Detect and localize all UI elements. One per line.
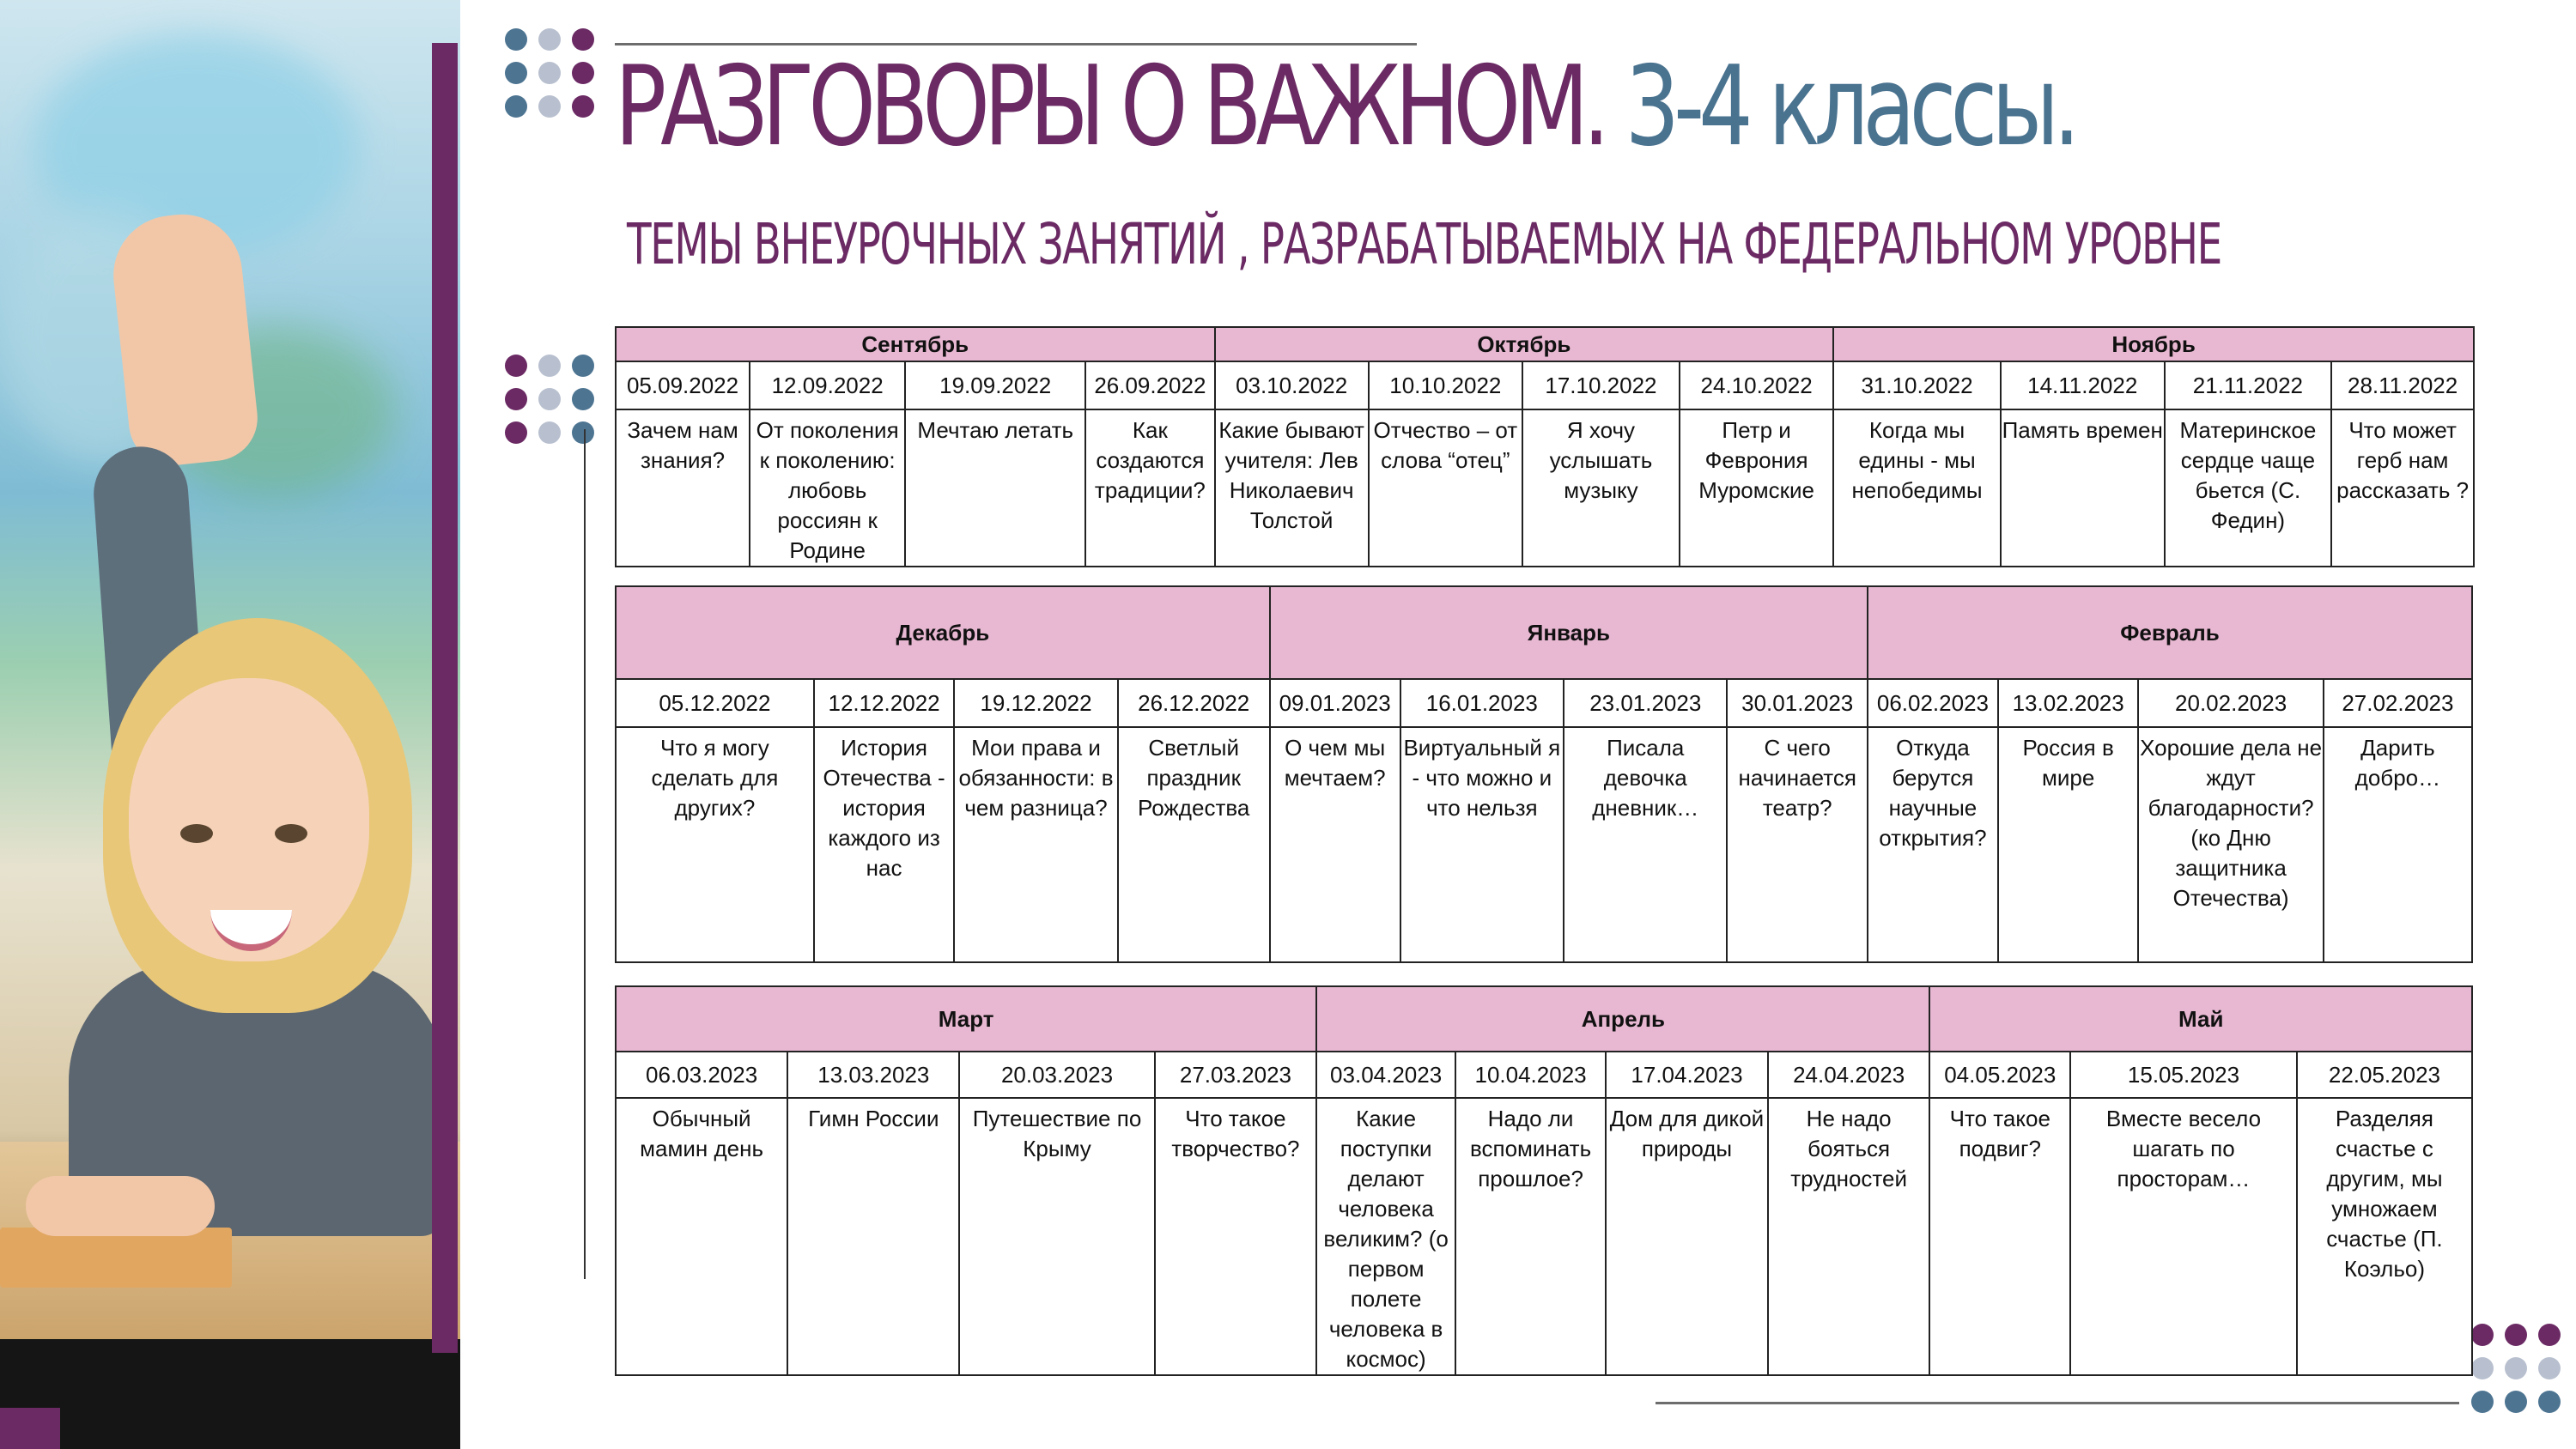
lesson-date: 19.09.2022 (905, 361, 1085, 409)
lesson-topic: Вместе весело шагать по просторам… (2070, 1098, 2297, 1375)
lesson-topic: Что может герб нам рассказать ? (2331, 409, 2474, 567)
page-title (615, 34, 2075, 180)
lesson-date: 14.11.2022 (2001, 361, 2165, 409)
lesson-date: 16.01.2023 (1400, 679, 1564, 727)
month-header-row (616, 986, 2472, 1052)
bottom-rule (1656, 1402, 2459, 1404)
lesson-topic: Гимн России (787, 1098, 959, 1375)
decorative-dots-middle (505, 355, 594, 444)
lesson-date: 05.09.2022 (616, 361, 750, 409)
lesson-topic: Россия в мире (1998, 727, 2138, 962)
lesson-topic: Мечтаю летать (905, 409, 1085, 567)
date-row (616, 679, 2472, 727)
lesson-topic: Какие поступки делают человека великим? (о первом полете человека в космос) (1316, 1098, 1455, 1375)
month-header: Март (616, 986, 1316, 1052)
month-header-row (616, 327, 2474, 361)
girl-raising-hand-photo (0, 0, 460, 1449)
decorative-purple-block (0, 1408, 60, 1449)
lesson-date: 06.03.2023 (616, 1052, 787, 1098)
lesson-topic: Не надо бояться трудностей (1768, 1098, 1930, 1375)
month-header: Сентябрь (616, 327, 1215, 361)
lesson-topic: Светлый праздник Рождества (1118, 727, 1270, 962)
lesson-topic: Надо ли вспоминать прошлое? (1455, 1098, 1606, 1375)
lesson-date: 28.11.2022 (2331, 361, 2474, 409)
lesson-date: 27.02.2023 (2324, 679, 2472, 727)
lesson-topic: Память времен (2001, 409, 2165, 567)
lesson-date: 12.09.2022 (750, 361, 905, 409)
lesson-date: 17.04.2023 (1606, 1052, 1768, 1098)
lesson-date: 26.12.2022 (1118, 679, 1270, 727)
lesson-topic: Какие бывают учителя: Лев Николаевич Толстой (1215, 409, 1369, 567)
month-header-row (616, 586, 2472, 679)
decorative-dots-top (505, 28, 594, 118)
lesson-topic: Путешествие по Крыму (959, 1098, 1154, 1375)
lesson-date: 19.12.2022 (954, 679, 1117, 727)
lesson-date: 15.05.2023 (2070, 1052, 2297, 1098)
lesson-date: 05.12.2022 (616, 679, 814, 727)
lesson-topic: С чего начинается театр? (1727, 727, 1867, 962)
lesson-date: 13.02.2023 (1998, 679, 2138, 727)
date-row (616, 361, 2474, 409)
lesson-date: 12.12.2022 (814, 679, 954, 727)
lesson-date: 26.09.2022 (1085, 361, 1214, 409)
lesson-topic: Я хочу услышать музыку (1522, 409, 1680, 567)
topic-row (616, 1098, 2472, 1375)
lesson-date: 23.01.2023 (1564, 679, 1727, 727)
month-header: Октябрь (1215, 327, 1834, 361)
lesson-topic: Что такое подвиг? (1929, 1098, 2070, 1375)
decorative-purple-stripe (432, 43, 458, 1353)
lesson-topic: Писала девочка дневник… (1564, 727, 1727, 962)
lesson-date: 21.11.2022 (2165, 361, 2332, 409)
lesson-date: 10.10.2022 (1369, 361, 1522, 409)
lesson-topic: Откуда берутся научные открытия? (1868, 727, 1998, 962)
lesson-topic: Зачем нам знания? (616, 409, 750, 567)
lesson-date: 03.10.2022 (1215, 361, 1369, 409)
topic-row (616, 409, 2474, 567)
lesson-date: 27.03.2023 (1155, 1052, 1317, 1098)
lesson-date: 24.04.2023 (1768, 1052, 1930, 1098)
lesson-topic: Отчество – от слова “отец” (1369, 409, 1522, 567)
month-header: Январь (1270, 586, 1868, 679)
month-header: Апрель (1316, 986, 1929, 1052)
lesson-date: 30.01.2023 (1727, 679, 1867, 727)
lesson-date: 04.05.2023 (1929, 1052, 2070, 1098)
lesson-topic: История Отечества - история каждого из нас (814, 727, 954, 962)
lesson-date: 24.10.2022 (1680, 361, 1833, 409)
lesson-date: 13.03.2023 (787, 1052, 959, 1098)
date-row (616, 1052, 2472, 1098)
lesson-date: 17.10.2022 (1522, 361, 1680, 409)
lesson-date: 20.03.2023 (959, 1052, 1154, 1098)
lesson-topic: Материнское сердце чаще бьется (С. Федин) (2165, 409, 2332, 567)
lesson-date: 22.05.2023 (2297, 1052, 2472, 1098)
schedule-table-sep-nov (615, 326, 2475, 567)
lesson-date: 03.04.2023 (1316, 1052, 1455, 1098)
lesson-date: 06.02.2023 (1868, 679, 1998, 727)
topic-row (616, 727, 2472, 962)
decorative-dots-bottom (2471, 1324, 2561, 1413)
lesson-topic: Как создаются традиции? (1085, 409, 1214, 567)
schedule-table-mar-may (615, 985, 2473, 1376)
lesson-topic: Что такое творчество? (1155, 1098, 1317, 1375)
lesson-topic: Виртуальный я - что можно и что нельзя (1400, 727, 1564, 962)
title-grade: 3-4 классы. (1625, 43, 2075, 171)
title-main: РАЗГОВОРЫ О ВАЖНОМ. (615, 43, 1604, 171)
lesson-date: 31.10.2022 (1833, 361, 2001, 409)
lesson-topic: Хорошие дела не ждут благодарности? (ко Дню защитника Отечества) (2138, 727, 2323, 962)
lesson-topic: Петр и Феврония Муромские (1680, 409, 1833, 567)
lesson-topic: Обычный мамин день (616, 1098, 787, 1375)
month-header: Февраль (1868, 586, 2472, 679)
month-header: Ноябрь (1833, 327, 2474, 361)
schedule-table-dec-feb (615, 585, 2473, 963)
lesson-topic: Когда мы едины - мы непобедимы (1833, 409, 2001, 567)
lesson-date: 10.04.2023 (1455, 1052, 1606, 1098)
lesson-topic: Что я могу сделать для других? (616, 727, 814, 962)
lesson-topic: Мои права и обязанности: в чем разница? (954, 727, 1117, 962)
decorative-vertical-line (584, 429, 586, 1279)
month-header: Май (1929, 986, 2472, 1052)
month-header: Декабрь (616, 586, 1270, 679)
lesson-topic: От поколения к поколению: любовь россиян к Родине (750, 409, 905, 567)
lesson-topic: Дом для дикой природы (1606, 1098, 1768, 1375)
lesson-date: 20.02.2023 (2138, 679, 2323, 727)
lesson-topic: О чем мы мечтаем? (1270, 727, 1400, 962)
lesson-topic: Дарить добро… (2324, 727, 2472, 962)
lesson-date: 09.01.2023 (1270, 679, 1400, 727)
lesson-topic: Разделяя счастье с другим, мы умножаем счастье (П. Коэльо) (2297, 1098, 2472, 1375)
page-subtitle: ТЕМЫ ВНЕУРОЧНЫХ ЗАНЯТИЙ , РАЗРАБАТЫВАЕМЫХ НА ФЕДЕРАЛЬНОМ УРОВНЕ (627, 211, 2221, 277)
